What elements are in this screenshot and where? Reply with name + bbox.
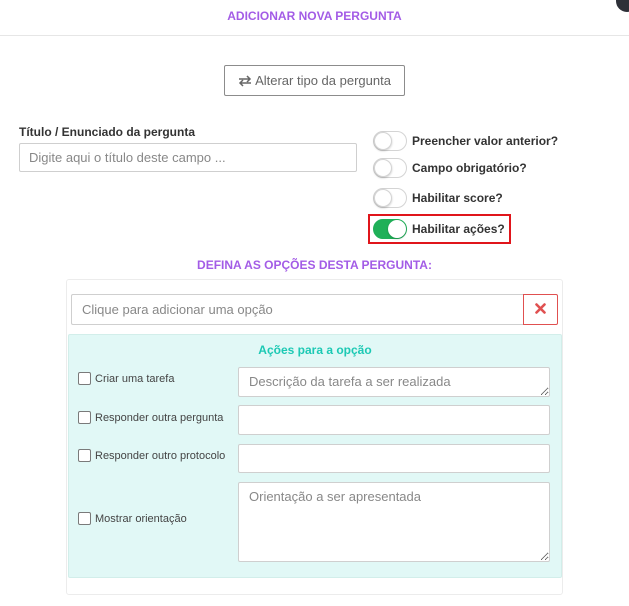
show-guidance-label: Mostrar orientação: [95, 512, 187, 525]
toggle-knob: [374, 189, 392, 207]
answer-other-protocol-label: Responder outro protocolo: [95, 449, 226, 462]
toggle-knob: [388, 220, 406, 238]
required-field-toggle[interactable]: [373, 158, 407, 178]
delete-option-button[interactable]: [523, 294, 558, 325]
close-x-icon: [535, 301, 546, 319]
modal-title: ADICIONAR NOVA PERGUNTA: [227, 9, 402, 23]
add-option-input[interactable]: [71, 294, 523, 325]
other-question-select[interactable]: [238, 405, 550, 435]
options-section-title: DEFINA AS OPÇÕES DESTA PERGUNTA:: [197, 258, 432, 272]
action-answer-other-protocol: [78, 449, 225, 462]
show-guidance-checkbox[interactable]: [78, 512, 91, 525]
enable-score-toggle[interactable]: [373, 188, 407, 208]
modal-header: [0, 0, 629, 36]
option-actions-title: Ações para a opção: [258, 343, 372, 357]
answer-other-protocol-checkbox[interactable]: [78, 449, 91, 462]
question-title-input[interactable]: [19, 143, 357, 172]
guidance-textarea[interactable]: [238, 482, 550, 562]
action-answer-other-question: [78, 411, 223, 424]
other-protocol-select[interactable]: [238, 444, 550, 473]
enable-score-label: Habilitar score?: [412, 191, 503, 205]
create-task-checkbox[interactable]: [78, 372, 91, 385]
answer-other-question-label: Responder outra pergunta: [95, 411, 224, 424]
toggle-row-fill-previous: [373, 131, 558, 151]
change-question-type-label: Alterar tipo da pergunta: [255, 73, 391, 88]
fill-previous-toggle[interactable]: [373, 131, 407, 151]
fill-previous-label: Preencher valor anterior?: [412, 134, 559, 148]
enable-actions-toggle[interactable]: [373, 219, 407, 239]
create-task-label: Criar uma tarefa: [95, 372, 175, 385]
toggle-row-actions: [373, 219, 505, 239]
task-description-input[interactable]: [238, 367, 550, 397]
toggle-row-score: [373, 188, 503, 208]
answer-other-question-checkbox[interactable]: [78, 411, 91, 424]
required-field-label: Campo obrigatório?: [412, 161, 527, 175]
toggle-knob: [374, 132, 392, 150]
toggle-knob: [374, 159, 392, 177]
action-create-task: [78, 372, 174, 385]
enable-actions-label: Habilitar ações?: [412, 222, 505, 236]
action-show-guidance: [78, 512, 187, 525]
change-question-type-button[interactable]: [224, 65, 405, 96]
exchange-arrows-icon: [238, 75, 252, 87]
question-title-label: Título / Enunciado da pergunta: [19, 125, 195, 139]
toggle-row-required: [373, 158, 527, 178]
